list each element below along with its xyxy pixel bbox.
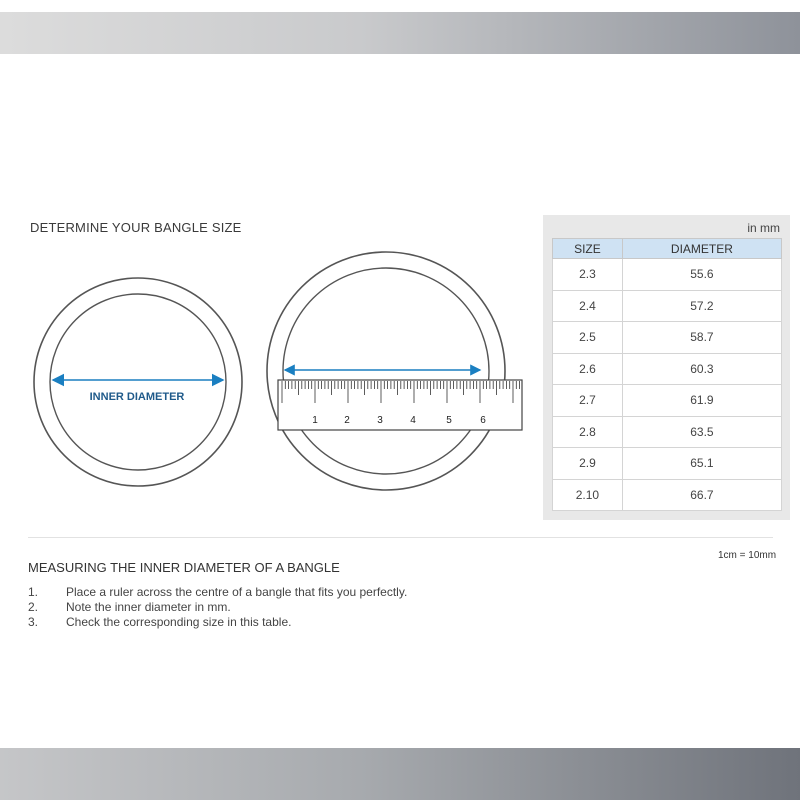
list-item xyxy=(28,585,407,600)
table-row xyxy=(553,385,782,417)
diameter-cell: 57.2 xyxy=(622,290,781,322)
bottom-banner xyxy=(0,748,800,800)
unit-conversion-note: 1cm = 10mm xyxy=(718,550,777,561)
page-title: DETERMINE YOUR BANGLE SIZE xyxy=(30,220,242,235)
unit-label: in mm xyxy=(747,221,780,235)
diameter-cell: 61.9 xyxy=(622,385,781,417)
ruler-number: 2 xyxy=(344,415,350,426)
diameter-cell: 66.7 xyxy=(622,479,781,511)
size-cell: 2.8 xyxy=(553,416,623,448)
size-header: SIZE xyxy=(553,239,623,259)
list-item xyxy=(28,600,407,615)
diameter-header: DIAMETER xyxy=(622,239,781,259)
diameter-cell: 65.1 xyxy=(622,448,781,480)
size-table xyxy=(552,238,782,511)
ruler-number: 3 xyxy=(377,415,383,426)
left-bangle xyxy=(34,278,242,486)
size-cell: 2.5 xyxy=(553,322,623,354)
size-table-panel xyxy=(543,215,790,520)
size-cell: 2.4 xyxy=(553,290,623,322)
size-cell: 2.10 xyxy=(553,479,623,511)
step-number: 1. xyxy=(28,585,39,599)
list-item xyxy=(28,615,407,630)
ruler xyxy=(278,380,522,430)
table-row xyxy=(553,290,782,322)
table-row xyxy=(553,322,782,354)
ruler-number: 4 xyxy=(410,415,416,426)
table-row xyxy=(553,416,782,448)
size-cell: 2.6 xyxy=(553,353,623,385)
diameter-cell: 55.6 xyxy=(622,259,781,291)
diameter-cell: 60.3 xyxy=(622,353,781,385)
size-cell: 2.3 xyxy=(553,259,623,291)
ruler-number: 5 xyxy=(446,415,452,426)
inner-diameter-label: INNER DIAMETER xyxy=(89,391,185,403)
measuring-steps xyxy=(28,585,407,630)
step-text: Check the corresponding size in this table. xyxy=(66,615,292,629)
table-row xyxy=(553,479,782,511)
ruler-number: 1 xyxy=(312,415,318,426)
diameter-cell: 58.7 xyxy=(622,322,781,354)
step-text: Note the inner diameter in mm. xyxy=(66,600,231,614)
size-cell: 2.7 xyxy=(553,385,623,417)
step-text: Place a ruler across the centre of a bangle that fits you perfectly. xyxy=(66,585,408,599)
table-row xyxy=(553,259,782,291)
measuring-title: MEASURING THE INNER DIAMETER OF A BANGLE xyxy=(28,560,340,575)
ruler-number: 6 xyxy=(480,415,486,426)
right-bangle xyxy=(267,252,505,490)
section-divider xyxy=(28,537,773,538)
step-number: 3. xyxy=(28,615,39,629)
step-number: 2. xyxy=(28,600,39,614)
table-row xyxy=(553,448,782,480)
size-cell: 2.9 xyxy=(553,448,623,480)
table-row xyxy=(553,353,782,385)
diameter-cell: 63.5 xyxy=(622,416,781,448)
